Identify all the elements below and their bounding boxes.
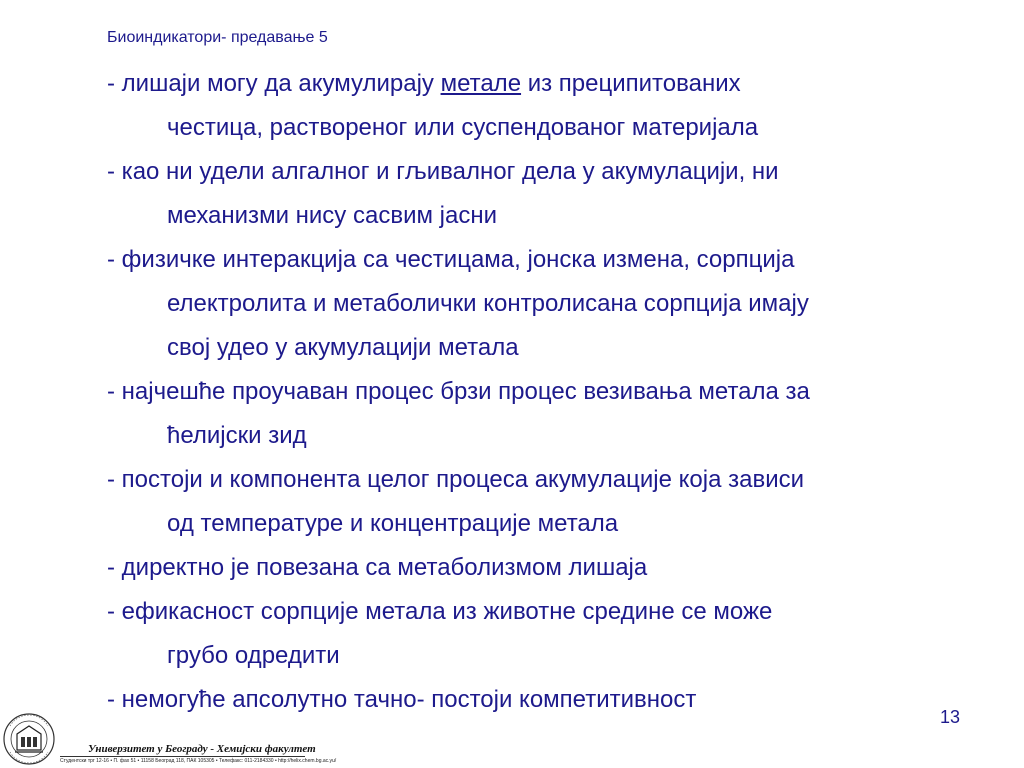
bullet-text: из преципитованих [521, 70, 741, 97]
bullet-text: - лишаји могу да акумулирају [107, 70, 441, 97]
bullet-first-line: - директно је повезана са метаболизмом лишаја [107, 554, 648, 581]
footer-divider [60, 756, 305, 757]
bullet-first-line: - ефикасност сорпције метала из животне средине се може [107, 598, 773, 625]
bullet-continuation: електролита и метаболички контролисана сорпција имају [167, 290, 809, 317]
bullet-item [107, 238, 967, 370]
bullet-continuation: од температуре и концентрације метала [167, 510, 619, 537]
bullet-list [107, 62, 967, 722]
bullet-continuation: механизми нису сасвим јасни [167, 202, 497, 229]
bullet-first-line: - као ни удели алгалног и гљивалног дела у акумулацији, ни [107, 158, 779, 185]
bullet-first-line: - постоји и компонента целог процеса акумулације која зависи [107, 466, 805, 493]
university-seal-icon [2, 712, 56, 766]
bullet-item [107, 546, 967, 590]
bullet-item [107, 62, 967, 150]
footer-address: Студентски трг 12-16 • П. фах 51 • 11158 Београд 118, ПАК 105305 • Телефакс: 011-2184330 • http://helix.chem.bg.ac.yu/ [60, 758, 337, 764]
bullet-first-line: - најчешће проучаван процес брзи процес везивања метала за [107, 378, 810, 405]
bullet-continuation: свој удео у акумулацији метала [167, 334, 519, 361]
bullet-item [107, 678, 967, 722]
bullet-item [107, 590, 967, 678]
page-number: 13 [940, 707, 961, 727]
underlined-term: метале [440, 70, 522, 97]
bullet-item [107, 458, 967, 546]
bullet-item [107, 370, 967, 458]
bullet-continuation: ћелијски зид [167, 422, 307, 449]
slide-header: Биоиндикатори- предавање 5 [107, 29, 328, 46]
bullet-continuation: грубо одредити [167, 642, 340, 669]
bullet-continuation: честица, раствореног или суспендованог материјала [167, 114, 759, 141]
bullet-first-line [107, 62, 967, 106]
bullet-first-line: - немогуће апсолутно тачно- постоји компетитивност [107, 686, 697, 713]
footer-institution: Универзитет у Београду - Хемијски факултет [88, 743, 316, 755]
bullet-first-line: - физичке интеракција са честицама, јонска измена, сорпција [107, 246, 795, 273]
bullet-item [107, 150, 967, 238]
